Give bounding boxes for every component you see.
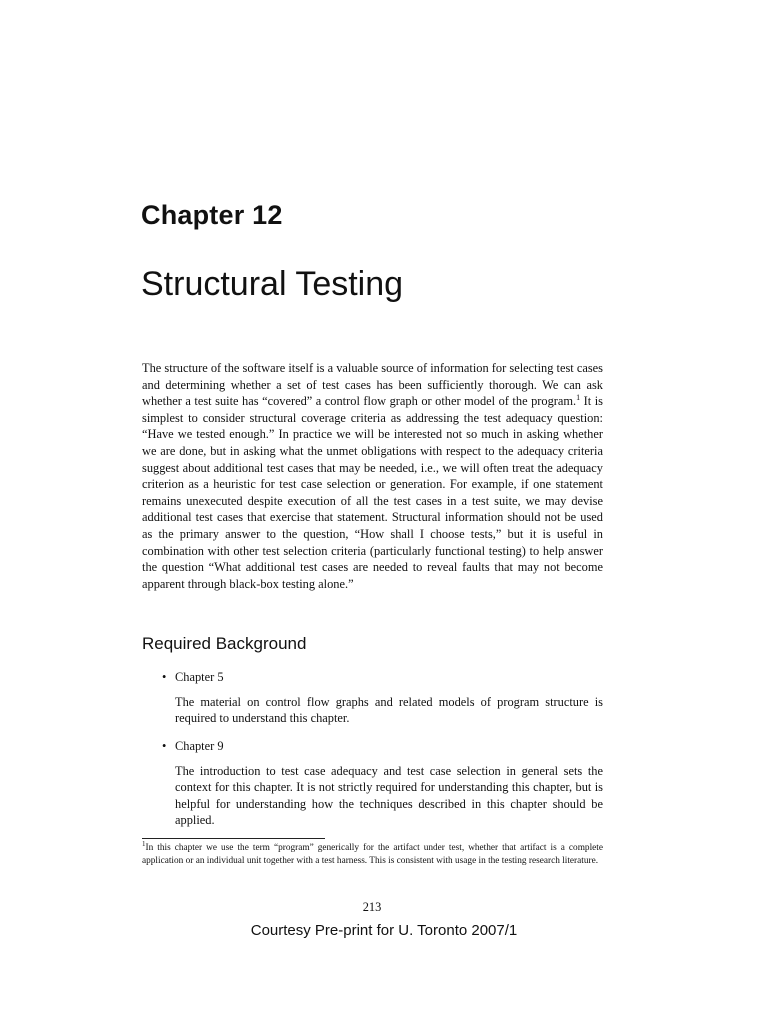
footnote-number: 1 (142, 839, 146, 848)
chapter-label: Chapter 12 (141, 200, 283, 230)
background-item-title: Chapter 5 (175, 670, 224, 684)
footnote-text: In this chapter we use the term “program” generically for the artifact under test, whether that artifact is a complete application or an individual unit together with a test harness. This is consistent with usage in the testing research literature. (142, 843, 603, 867)
page-number: 213 (362, 900, 382, 914)
bullet-icon: • (162, 739, 167, 753)
footnote (142, 839, 603, 868)
background-item-description: The material on control flow graphs and related models of program structure is required to understand this chapter. (175, 694, 603, 726)
intro-paragraph (142, 360, 603, 592)
courtesy-note: Courtesy Pre-print for U. Toronto 2007/1 (250, 922, 518, 939)
chapter-title: Structural Testing (141, 265, 404, 303)
background-item (162, 669, 603, 727)
background-item (162, 738, 603, 829)
background-item-description: The introduction to test case adequacy and test case selection in general sets the context for this chapter. It is not strictly required for understanding this chapter, but is helpful for understanding how the techniques described in this chapter should be applied. (175, 763, 603, 828)
footnote-marker[interactable]: 1 (576, 393, 581, 403)
intro-text-part-1: The structure of the software itself is a valuable source of information for selecting test cases and determining whether a set of test cases has been sufficiently thorough. We can ask whether a test suite has “covered” a control flow graph or other model of the program. (142, 361, 603, 409)
bullet-icon: • (162, 670, 167, 684)
footnote-divider (142, 838, 325, 839)
intro-text-part-2: It is simplest to consider structural coverage criteria as addressing the test adequacy question: “Have we tested enough.” In practice we will be interested not so much in asking whether we are done, but in asking what the unmet obligations with respect to the adequacy criteria suggest about additional test cases that may be needed, i.e., we will often treat the adequacy criterion as a heuristic for test case selection or generation. For example, if one statement remains unexecuted despite execution of all the test cases in a test suite, we may devise additional test cases that exercise that statement. Structural information should not be used as the primary answer to the question, “How shall I choose tests,” but it is useful in combination with other test selection criteria (particularly functional testing) to help answer the question “What additional test cases are needed to reveal faults that may not become apparent through black-box testing alone.” (142, 394, 604, 591)
background-item-title: Chapter 9 (175, 739, 224, 753)
section-heading-required-background: Required Background (142, 634, 307, 653)
